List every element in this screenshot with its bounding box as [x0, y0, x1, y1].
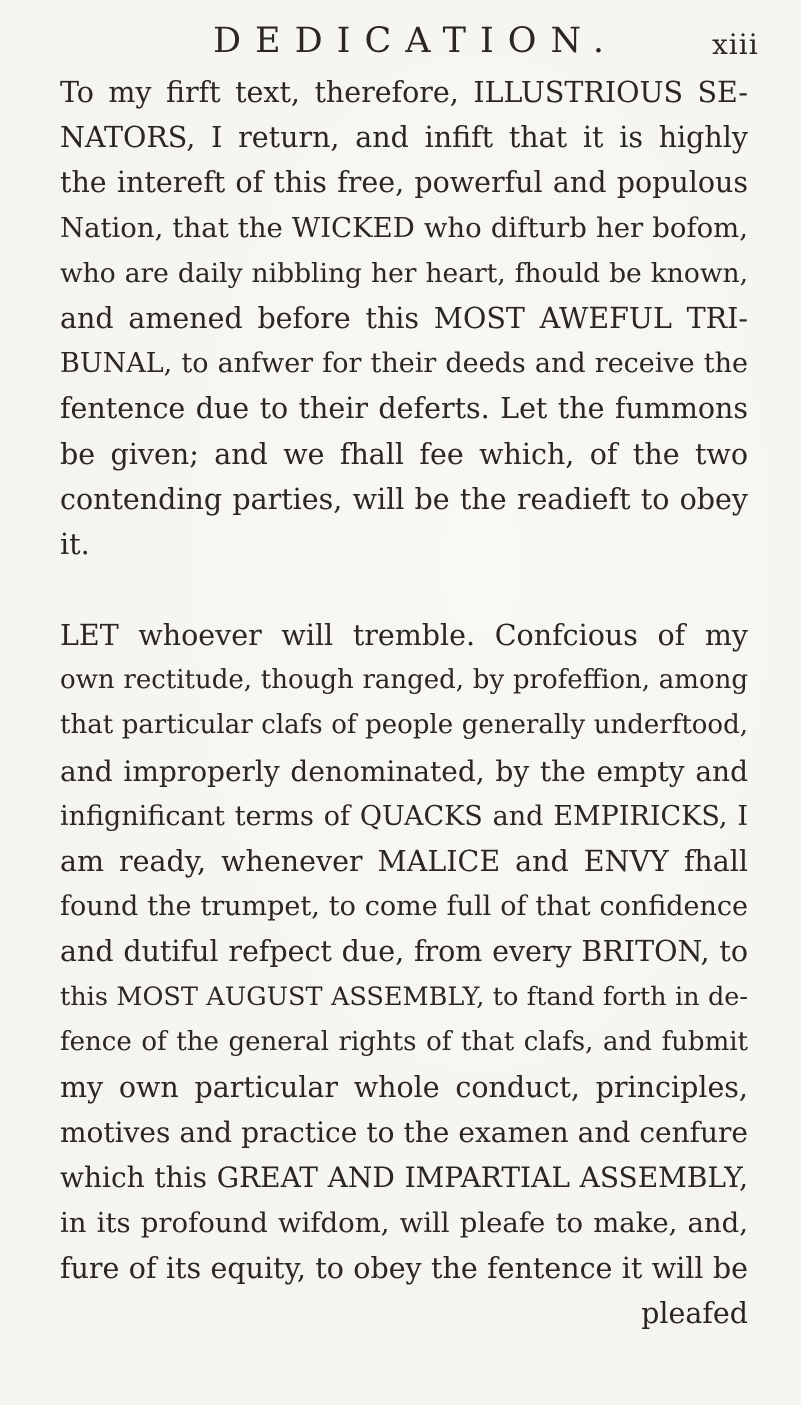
text-line: which this GREAT AND IMPARTIAL ASSEMBLY, [60, 1161, 748, 1195]
text-line: To my firft text, therefore, ILLUSTRIOUS SE- [60, 76, 748, 109]
text-line: it. [60, 527, 90, 561]
text-line: my own particular whole conduct, principles, [60, 1070, 748, 1104]
page-header [0, 16, 801, 66]
text-line: LET whoever will tremble. Confcious of my [60, 619, 748, 653]
text-line: in its profound wifdom, will pleafe to make, and, [60, 1206, 748, 1239]
text-line: fure of its equity, to obey the fentence it will be [60, 1251, 748, 1285]
running-title: DEDICATION. [213, 21, 619, 61]
paragraph-2 [60, 613, 748, 1291]
text-line: contending parties, will be the readieft to obey [60, 482, 748, 516]
text-line: infignificant terms of QUACKS and EMPIRICKS, I [60, 800, 748, 832]
text-line: be given; and we fhall fee which, of the two [60, 437, 748, 471]
text-line: am ready, whenever MALICE and ENVY fhall [60, 845, 748, 878]
text-line: the intereft of this free, powerful and populous [60, 166, 748, 200]
text-line: fentence due to their deferts. Let the fummons [60, 392, 748, 426]
text-line: own rectitude, though ranged, by profeffion, among [60, 665, 748, 696]
body-text [60, 70, 748, 1330]
text-line: motives and practice to the examen and cenfure [60, 1116, 748, 1150]
text-line: found the trumpet, to come full of that confidence [60, 891, 748, 923]
paragraph-1 [60, 70, 748, 567]
text-line: and dutiful refpect due, from every BRITON, to [60, 935, 748, 969]
text-line: and improperly denominated, by the empty and [60, 754, 748, 788]
catchword: pleafed [641, 1297, 748, 1330]
text-line: NATORS, I return, and infift that it is highly [60, 121, 748, 155]
page-number: xiii [712, 28, 759, 61]
text-line: and amened before this MOST AWEFUL TRI- [60, 301, 748, 335]
text-line: who are daily nibbling her heart, fhould be known, [60, 257, 748, 289]
text-line: Nation, that the WICKED who difturb her bofom, [60, 211, 748, 244]
text-line: BUNAL, to anfwer for their deeds and receive the [60, 348, 748, 380]
text-line: this MOST AUGUST ASSEMBLY, to ftand forth in de- [60, 981, 748, 1012]
text-line: that particular clafs of people generally underftood, [60, 710, 748, 741]
text-line: fence of the general rights of that clafs, and fubmit [60, 1026, 748, 1057]
